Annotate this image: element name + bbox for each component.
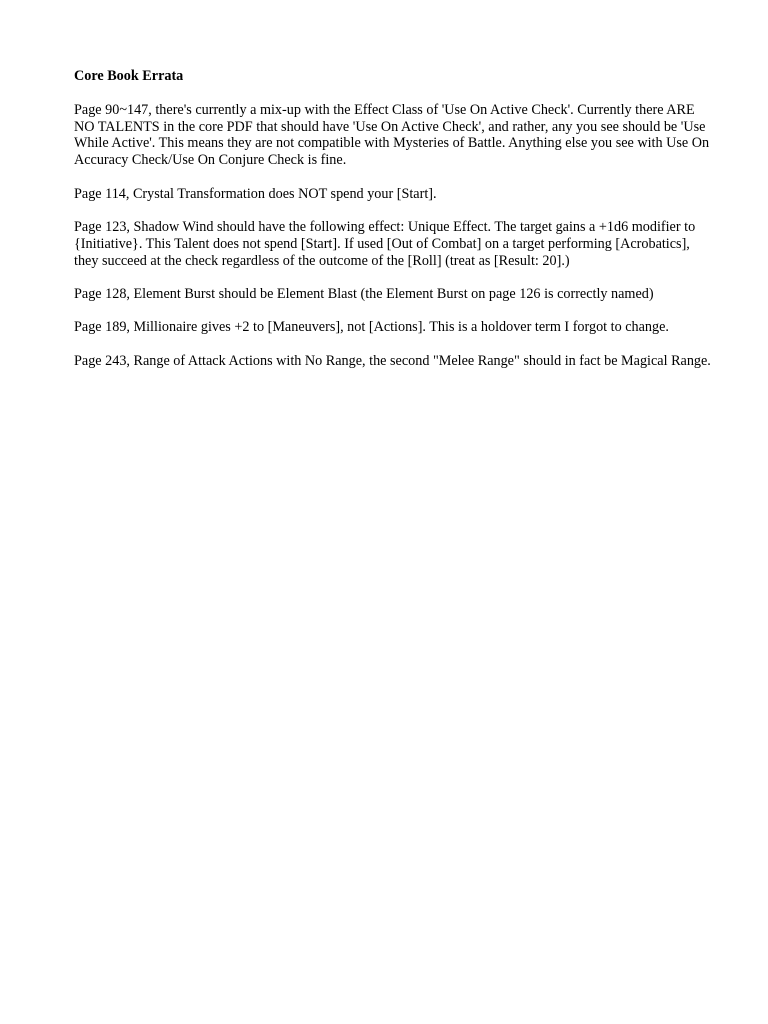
errata-paragraph-page-114: Page 114, Crystal Transformation does NOT spend your [Start]. bbox=[74, 185, 437, 202]
errata-paragraph-page-189: Page 189, Millionaire gives +2 to [Maneuvers], not [Actions]. This is a holdover term I forgot to change. bbox=[74, 319, 669, 336]
errata-paragraph-page-128: Page 128, Element Burst should be Element Blast (the Element Burst on page 126 is correctly named) bbox=[74, 285, 654, 302]
errata-paragraph-page-90: Page 90~147, there's currently a mix-up with the Effect Class of 'Use On Active Check'. Currently there ARE NO TALENTS in the core PDF that should have 'Use On Active Check', and rather, any you see should be 'Use While Active'. This means they are not compatible with Mysteries of Battle. Anything else you see with Use On Accuracy Check/Use On Conjure Check is fine. bbox=[74, 101, 710, 169]
errata-paragraph-page-123: Page 123, Shadow Wind should have the following effect: Unique Effect. The target gains a +1d6 modifier to {Initiative}. This Talent does not spend [Start]. If used [Out of Combat] on a target performing [Acrobatics], they succeed at the check regardless of the outcome of the [Roll] (treat as [Result: 20].) bbox=[74, 218, 696, 269]
document-title: Core Book Errata bbox=[74, 68, 184, 84]
document-page bbox=[74, 68, 714, 386]
errata-paragraph-page-243: Page 243, Range of Attack Actions with No Range, the second "Melee Range" should in fact be Magical Range. bbox=[74, 352, 711, 369]
